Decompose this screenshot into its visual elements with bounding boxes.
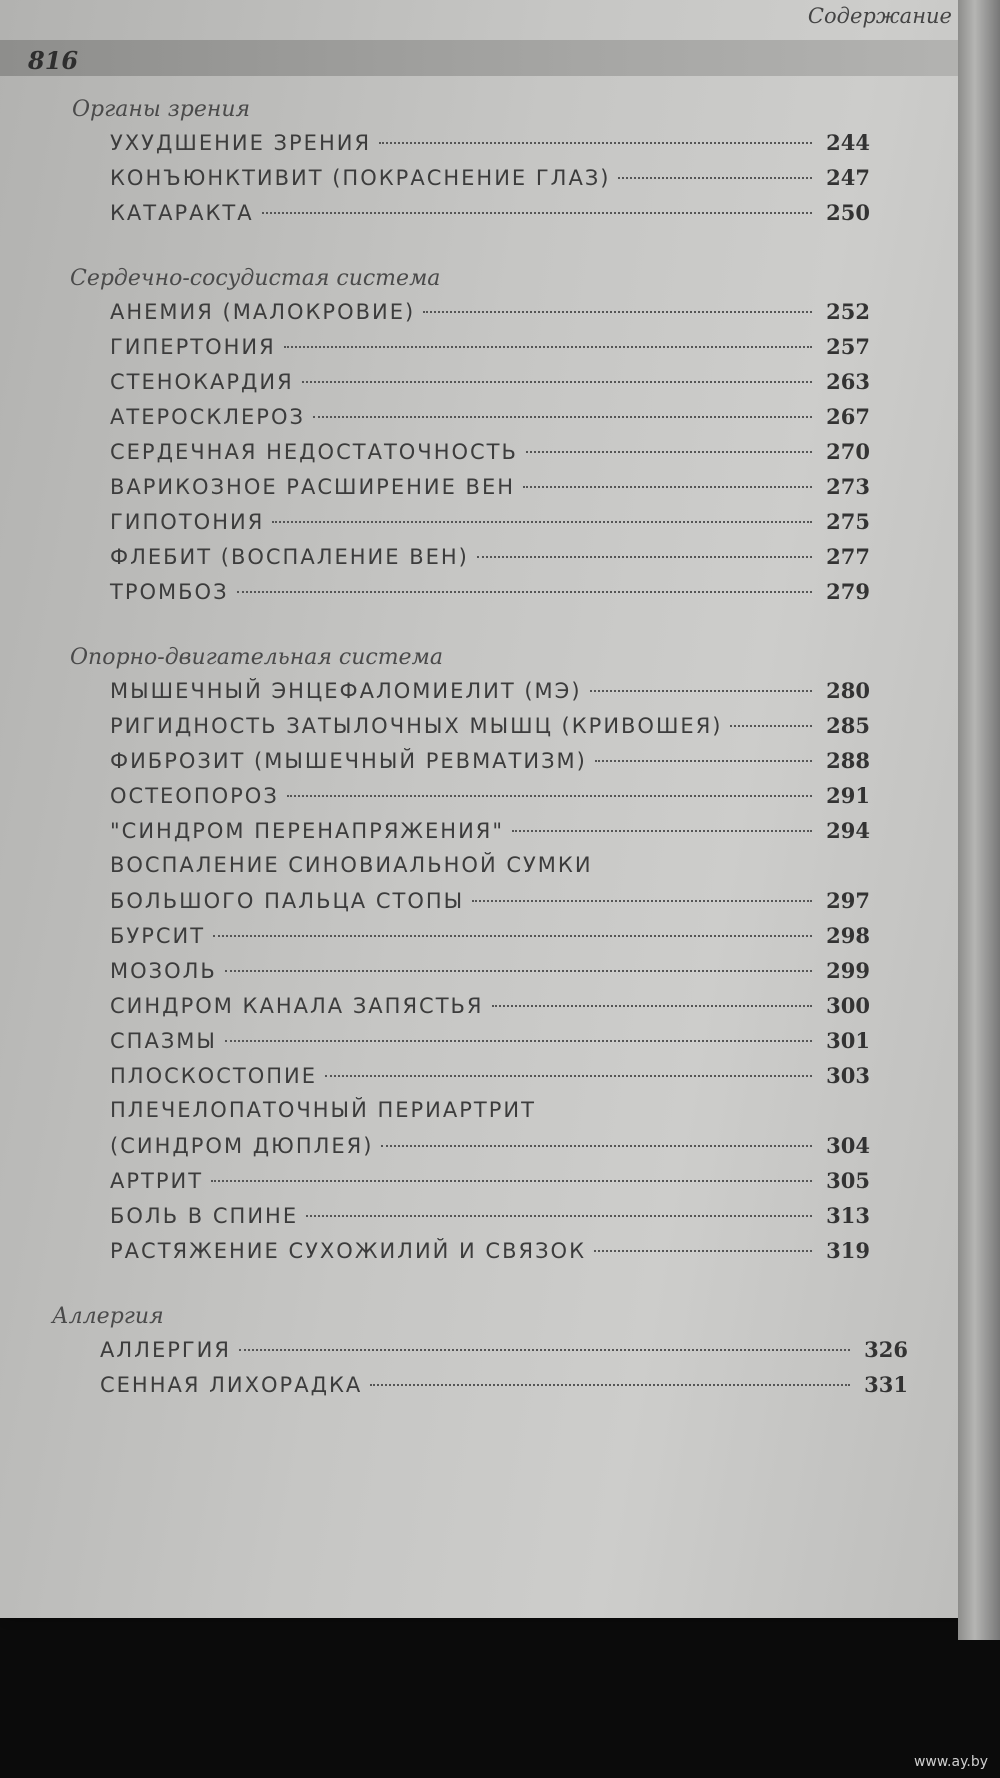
dot-leader	[512, 830, 812, 832]
toc-entry-page: 294	[826, 818, 870, 843]
toc-entry-page: 244	[826, 130, 870, 155]
page-number: 816	[28, 46, 79, 75]
toc-entry-label: РИГИДНОСТЬ ЗАТЫЛОЧНЫХ МЫШЦ (КРИВОШЕЯ)	[110, 714, 723, 738]
toc-section-vision	[0, 95, 974, 230]
toc-entry-label: ВОСПАЛЕНИЕ СИНОВИАЛЬНОЙ СУМКИ	[110, 853, 593, 877]
dot-leader	[472, 900, 812, 902]
toc-entry	[110, 953, 870, 988]
watermark: www.ay.by	[913, 1754, 988, 1770]
toc-entry	[110, 195, 870, 230]
dot-leader	[423, 311, 812, 313]
dot-leader	[225, 1040, 812, 1042]
toc-entry-page: 326	[864, 1337, 908, 1362]
section-title: Органы зрения	[72, 97, 251, 122]
dot-leader	[225, 970, 812, 972]
dot-leader	[284, 346, 812, 348]
dot-leader	[211, 1180, 812, 1182]
toc-entry	[110, 539, 870, 574]
toc-entry-page: 257	[826, 334, 870, 359]
toc-entry-label: ГИПОТОНИЯ	[110, 510, 265, 534]
toc-entry-page: 300	[826, 993, 870, 1018]
dot-leader	[370, 1384, 850, 1386]
dot-leader	[302, 381, 812, 383]
dot-leader	[526, 451, 812, 453]
toc-entry-page: 252	[826, 299, 870, 324]
toc-section-allergy	[0, 1302, 974, 1402]
toc-entry	[110, 1128, 870, 1163]
toc-entry-page: 247	[826, 165, 870, 190]
page-edge	[958, 0, 1000, 1640]
toc-entry-label: ПЛОСКОСТОПИЕ	[110, 1064, 318, 1088]
toc-entry	[110, 1233, 870, 1268]
toc-entry-label: АНЕМИЯ (МАЛОКРОВИЕ)	[110, 300, 416, 324]
toc-entry-page: 273	[826, 474, 870, 499]
toc-entry-label: СТЕНОКАРДИЯ	[110, 370, 294, 394]
toc-entry-page: 291	[826, 783, 870, 808]
toc-entry-label: МОЗОЛЬ	[110, 959, 217, 983]
toc-entry-label: СЕРДЕЧНАЯ НЕДОСТАТОЧНОСТЬ	[110, 440, 518, 464]
toc-entry	[110, 504, 870, 539]
toc-entry	[110, 988, 870, 1023]
toc-entry-label: БОЛЬ В СПИНЕ	[110, 1204, 299, 1228]
toc-entry-label: ПЛЕЧЕЛОПАТОЧНЫЙ ПЕРИАРТРИТ	[110, 1098, 536, 1122]
dot-leader	[618, 177, 812, 179]
toc-entry	[110, 883, 870, 918]
toc-entry-page: 305	[826, 1168, 870, 1193]
toc-entry	[110, 1163, 870, 1198]
toc-entry-page: 304	[826, 1133, 870, 1158]
table-of-contents	[0, 95, 974, 1436]
dot-leader	[492, 1005, 812, 1007]
toc-entry-page: 303	[826, 1063, 870, 1088]
toc-entry-label: СЕННАЯ ЛИХОРАДКА	[100, 1373, 363, 1397]
toc-entry-label: СПАЗМЫ	[110, 1029, 217, 1053]
toc-entry-label: "СИНДРОМ ПЕРЕНАПРЯЖЕНИЯ"	[110, 819, 505, 843]
section-title: Аллергия	[52, 1304, 164, 1329]
toc-entry	[110, 813, 870, 848]
toc-entry	[110, 399, 870, 434]
dot-leader	[590, 690, 812, 692]
toc-entry-page: 250	[826, 200, 870, 225]
toc-entry-label: ГИПЕРТОНИЯ	[110, 335, 276, 359]
toc-entry-label: ТРОМБОЗ	[110, 580, 229, 604]
toc-entry-label: (СИНДРОМ ДЮПЛЕЯ)	[110, 1134, 374, 1158]
dot-leader	[730, 725, 812, 727]
toc-entry-label: БУРСИТ	[110, 924, 206, 948]
toc-entry-page: 277	[826, 544, 870, 569]
dot-leader	[239, 1349, 850, 1351]
toc-entry	[110, 708, 870, 743]
section-title: Опорно-двигательная система	[70, 645, 443, 670]
toc-entry	[110, 673, 870, 708]
toc-entry	[110, 1198, 870, 1233]
section-title: Сердечно-сосудистая система	[70, 266, 441, 291]
toc-section-musculoskeletal	[0, 643, 974, 1268]
toc-entry-label: ФЛЕБИТ (ВОСПАЛЕНИЕ ВЕН)	[110, 545, 469, 569]
toc-entry-label: ОСТЕОПОРОЗ	[110, 784, 279, 808]
toc-entry-label: СИНДРОМ КАНАЛА ЗАПЯСТЬЯ	[110, 994, 484, 1018]
dot-leader	[477, 556, 812, 558]
toc-entry-page: 270	[826, 439, 870, 464]
toc-entry-label: ФИБРОЗИТ (МЫШЕЧНЫЙ РЕВМАТИЗМ)	[110, 749, 587, 773]
toc-section-cardiovascular	[0, 264, 974, 609]
dot-leader	[287, 795, 812, 797]
toc-entry-page: 267	[826, 404, 870, 429]
toc-entry-page: 301	[826, 1028, 870, 1053]
toc-entry-page: 299	[826, 958, 870, 983]
toc-entry	[110, 1058, 870, 1093]
toc-entry	[110, 778, 870, 813]
running-head: Содержание	[807, 4, 952, 28]
dot-leader	[213, 935, 812, 937]
toc-entry	[110, 434, 870, 469]
toc-entry	[100, 1332, 908, 1367]
dot-leader	[379, 142, 812, 144]
toc-entry-page: 280	[826, 678, 870, 703]
toc-entry-label: КОНЪЮНКТИВИТ (ПОКРАСНЕНИЕ ГЛАЗ)	[110, 166, 611, 190]
toc-entry-page: 288	[826, 748, 870, 773]
toc-entry-page: 297	[826, 888, 870, 913]
toc-entry-label: МЫШЕЧНЫЙ ЭНЦЕФАЛОМИЕЛИТ (МЭ)	[110, 679, 582, 703]
dot-leader	[594, 1250, 812, 1252]
toc-entry-page: 298	[826, 923, 870, 948]
header-bar	[0, 40, 974, 76]
dot-leader	[237, 591, 812, 593]
toc-entry-label: УХУДШЕНИЕ ЗРЕНИЯ	[110, 131, 372, 155]
dot-leader	[313, 416, 812, 418]
toc-entry	[100, 1367, 908, 1402]
dot-leader	[595, 760, 812, 762]
toc-entry	[110, 125, 870, 160]
toc-entry-label: АЛЛЕРГИЯ	[100, 1338, 231, 1362]
dot-leader	[272, 521, 812, 523]
toc-entry	[110, 294, 870, 329]
toc-entry-label: ВАРИКОЗНОЕ РАСШИРЕНИЕ ВЕН	[110, 475, 516, 499]
toc-entry	[110, 329, 870, 364]
toc-entry	[110, 918, 870, 953]
toc-entry-page: 263	[826, 369, 870, 394]
toc-entry	[110, 364, 870, 399]
toc-entry-label: АРТРИТ	[110, 1169, 204, 1193]
toc-entry-label: КАТАРАКТА	[110, 201, 254, 225]
dot-leader	[325, 1075, 812, 1077]
toc-entry	[110, 1093, 870, 1128]
toc-entry	[110, 469, 870, 504]
toc-entry	[110, 848, 870, 883]
toc-entry-page: 285	[826, 713, 870, 738]
toc-entry-page: 279	[826, 579, 870, 604]
toc-entry-page: 319	[826, 1238, 870, 1263]
dot-leader	[381, 1145, 812, 1147]
toc-entry-page: 313	[826, 1203, 870, 1228]
toc-entry	[110, 574, 870, 609]
toc-entry-label: РАСТЯЖЕНИЕ СУХОЖИЛИЙ И СВЯЗОК	[110, 1239, 586, 1263]
dot-leader	[523, 486, 812, 488]
dot-leader	[306, 1215, 812, 1217]
toc-entry	[110, 160, 870, 195]
toc-entry-label: БОЛЬШОГО ПАЛЬЦА СТОПЫ	[110, 889, 465, 913]
toc-entry-label: АТЕРОСКЛЕРОЗ	[110, 405, 305, 429]
toc-entry-page: 275	[826, 509, 870, 534]
toc-entry-page: 331	[864, 1372, 908, 1397]
toc-entry	[110, 743, 870, 778]
toc-entry	[110, 1023, 870, 1058]
dot-leader	[262, 212, 812, 214]
